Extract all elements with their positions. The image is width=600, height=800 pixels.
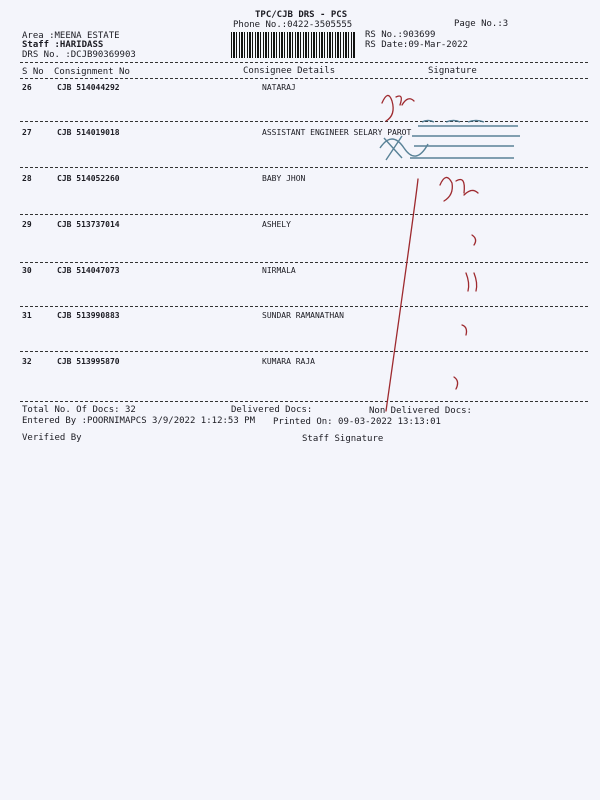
row-consignment: CJB 513990883: [57, 311, 120, 320]
row-consignment: CJB 514052260: [57, 174, 120, 183]
page-number: Page No.:3: [454, 19, 509, 29]
row-consignee: ASSISTANT ENGINEER SELARY PAROT: [262, 128, 412, 137]
row-consignee: NATARAJ: [262, 83, 296, 92]
rs-date: RS Date:09-Mar-2022: [365, 40, 468, 50]
row-consignee: BABY JHON: [262, 174, 306, 183]
row-consignee: ASHELY: [262, 220, 291, 229]
row-sno: 27: [22, 128, 32, 137]
row-consignment: CJB 514044292: [57, 83, 120, 92]
column-consignee: Consignee Details: [243, 66, 336, 76]
barcode: [231, 32, 355, 58]
row-sno: 28: [22, 174, 32, 183]
row-consignment: CJB 513995870: [57, 357, 120, 366]
phone-number: Phone No.:0422-3505555: [233, 20, 353, 30]
column-consignment: Consignment No: [54, 67, 130, 77]
handwritten-signatures: [340, 75, 500, 415]
row-divider: [20, 351, 588, 352]
row-consignment: CJB 514019018: [57, 128, 120, 137]
footer-divider: [20, 401, 588, 402]
row-consignment: CJB 514047073: [57, 266, 120, 275]
drs-number: DRS No. :DCJB90369903: [22, 50, 136, 60]
sheet-title: TPC/CJB DRS - PCS: [255, 10, 348, 20]
rs-number: RS No.:903699: [365, 30, 436, 40]
row-consignee: KUMARA RAJA: [262, 357, 315, 366]
header-divider-top: [20, 62, 588, 63]
non-delivered-docs: Non Delivered Docs:: [369, 406, 472, 416]
row-consignment: CJB 513737014: [57, 220, 120, 229]
row-consignee: SUNDAR RAMANATHAN: [262, 311, 344, 320]
row-divider: [20, 214, 588, 215]
staff-signature: Staff Signature: [302, 434, 384, 444]
header-divider-bottom: [20, 78, 588, 79]
total-docs: Total No. Of Docs: 32: [22, 405, 136, 415]
entered-by: Entered By :POORNIMAPCS 3/9/2022 1:12:53 PM: [22, 416, 255, 426]
row-sno: 29: [22, 220, 32, 229]
verified-by: Verified By: [22, 433, 82, 443]
column-sno: S No: [22, 67, 44, 77]
row-consignee: NIRMALA: [262, 266, 296, 275]
staff-label: Staff :HARIDASS: [22, 40, 104, 50]
area-label: Area :MEENA ESTATE: [22, 31, 120, 41]
printed-on: Printed On: 09-03-2022 13:13:01: [273, 417, 441, 427]
row-sno: 32: [22, 357, 32, 366]
row-sno: 31: [22, 311, 32, 320]
column-signature: Signature: [428, 66, 477, 76]
row-divider: [20, 306, 588, 307]
delivered-docs: Delivered Docs:: [231, 405, 313, 415]
row-divider: [20, 262, 588, 263]
row-sno: 30: [22, 266, 32, 275]
row-sno: 26: [22, 83, 32, 92]
